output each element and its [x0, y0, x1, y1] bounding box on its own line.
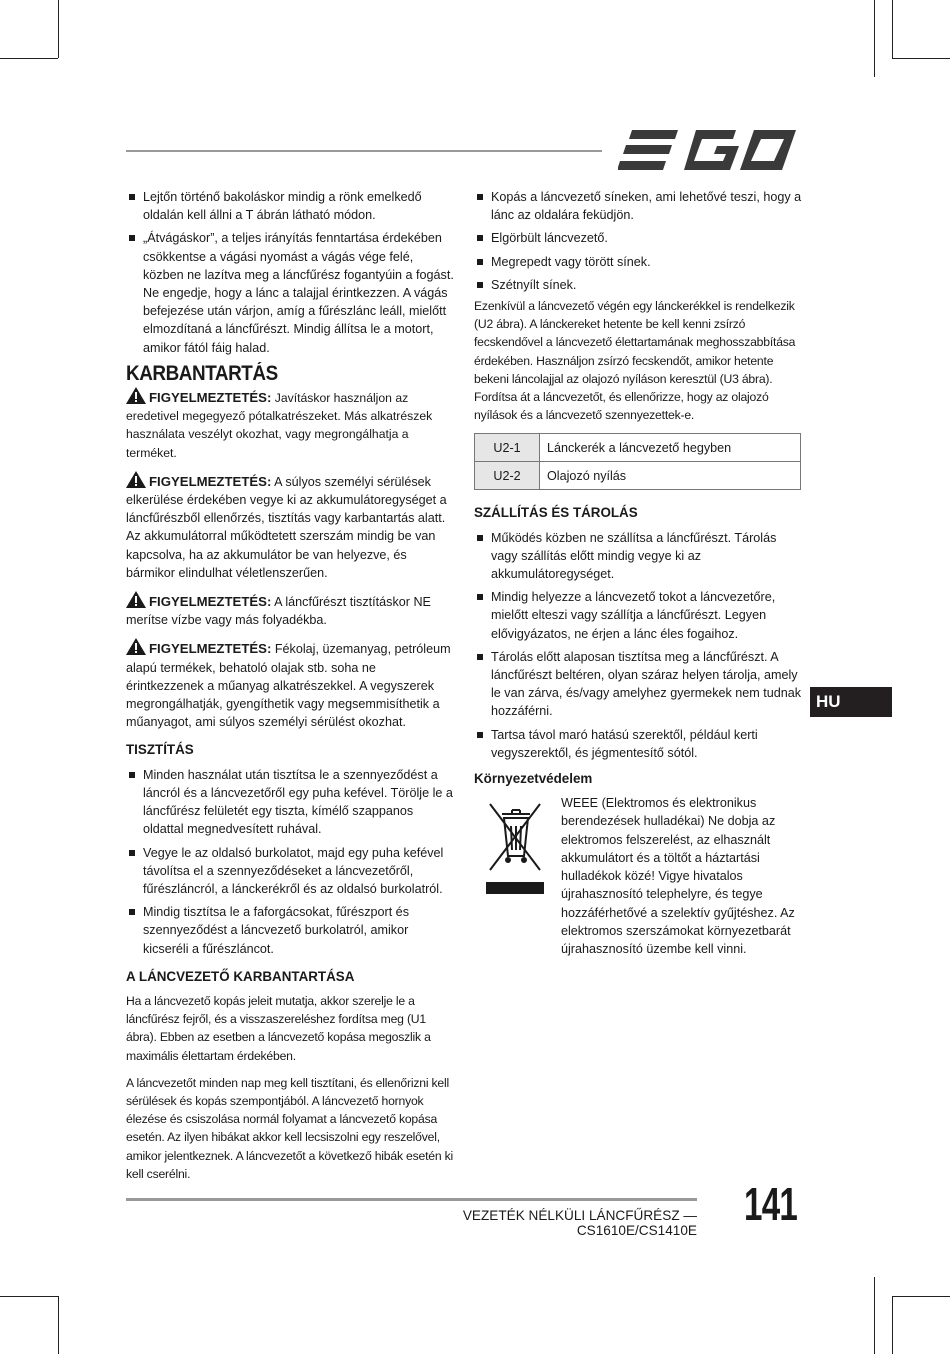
warning-text: A súlyos személyi sérülések elkerülése érdekében vegye ki az akkumulátoregységet a láncfűrészből ellenőrzés, tisztítás vagy karbantartás alatt. Az akkumulátorral működtetett szerszám mindig be van kapcsolva, ha az akkumulátor be van helyezve, és bármikor elindulhat véletlenszerűen.	[126, 474, 447, 580]
warning-label: FIGYELMEZTETÉS:	[149, 473, 272, 489]
list-item: Elgörbült láncvezető.	[474, 229, 802, 247]
part-label: Lánckerék a láncvezető hegyben	[540, 434, 801, 462]
warning-paragraph	[126, 638, 456, 731]
warning-paragraph	[126, 387, 456, 462]
warning-triangle-icon	[126, 387, 146, 404]
parts-table	[474, 433, 801, 490]
sprocket-paragraph: Ezenkívül a láncvezető végén egy lánckerékkel is rendelkezik (U2 ábra). A lánckereket hetente be kell kenni zsírzó fecskendővel a láncvezető élettartamának meghosszabbítása érdekében. Használjon zsírzó fecskendőt, amikor hetente bekeni láncolajjal az olajozó nyíláson keresztül (U3 ábra). Fordítsa át a láncvezetőt, és ellenőrizze, hogy az olajozó nyílások és a láncvezető szennyezettek-e.	[474, 299, 796, 423]
body-paragraph: A láncvezetőt minden nap meg kell tisztítani, és ellenőrizni kell sérülések és kopás szempontjából. A láncvezető hornyok élezése és csiszolása normál folyamat a láncvezető kopása esetén. Az ilyen hibákat akkor kell lecsiszolni egy reszelővel, amikor jelentkeznek. A láncvezetőt a következő hibák esetén ki kell cserélni.	[126, 1075, 454, 1181]
left-column	[126, 188, 456, 1192]
crop-mark	[0, 58, 58, 59]
body-paragraph: Ha a láncvezető kopás jeleit mutatja, akkor szerelje le a láncfűrész fejről, és a visszaszereléshez fordítsa meg (U1 ábra). Ebben az esetben a láncvezető kopása megoszlik a maximális élettartam érdekében.	[126, 993, 431, 1063]
warning-text: A láncfűrészt tisztításkor NE merítse vízbe vagy más folyadékba.	[126, 595, 431, 628]
crop-mark	[58, 0, 59, 58]
right-column	[474, 188, 802, 967]
list-item: Mindig tisztítsa le a faforgácsokat, fűrészport és szennyeződést a láncvezető burkolatról, amikor kicseréli a fűrészláncot.	[126, 903, 456, 958]
list-item: Működés közben ne szállítsa a láncfűrészt. Tárolás vagy szállítás előtt mindig vegye ki az akkumulátoregységet.	[474, 529, 802, 584]
transport-bullet-list	[474, 529, 802, 762]
table-row	[475, 462, 801, 490]
warning-paragraph	[126, 591, 456, 629]
list-item: Mindig helyezze a láncvezető tokot a láncvezetőre, mielőtt elteszi vagy szállítja a láncfűrészt. Legyen elővigyázatos, ne érjen a lánc éles fogaihoz.	[474, 588, 802, 643]
list-item: Vegye le az oldalsó burkolatot, majd egy puha kefével távolítsa el a szennyeződéseket a láncvezetőről, fűrészláncról, a lánckerékről és az oldalsó burkolatról.	[126, 844, 456, 899]
environment-heading: Környezetvédelem	[474, 771, 593, 787]
table-row	[475, 434, 801, 462]
list-item: Lejtőn történő bakoláskor mindig a rönk emelkedő oldalán kell állni a T ábrán látható módon.	[126, 188, 456, 224]
crossed-out-wheelie-bin-icon	[486, 798, 544, 894]
crop-mark	[892, 1296, 893, 1354]
wear-bullet-list	[474, 188, 802, 294]
part-code: U2-2	[475, 462, 540, 490]
transport-heading: SZÁLLÍTÁS ÉS TÁROLÁS	[474, 505, 638, 521]
header-rule	[126, 150, 602, 152]
list-item: „Átvágáskor”, a teljes irányítás fenntartása érdekében csökkentse a vágási nyomást a vágás vége felé, közben ne lazítva meg a láncfűrész fogantyúin a fogást. Ne engedje, hogy a lánc a talajjal érintkezzen. A vágás befejezése után várjon, amíg a fűrészlánc leáll, mielőtt elmozdítaná a láncfűrészt. Mindig állítsa le a motort, amikor fától fáig halad.	[126, 229, 456, 356]
warning-triangle-icon	[126, 591, 146, 608]
cleaning-heading: TISZTÍTÁS	[126, 742, 194, 758]
part-label: Olajozó nyílás	[540, 462, 801, 490]
felling-bullet-list	[126, 188, 456, 357]
language-tab: HU	[810, 687, 892, 717]
guide-maintenance-heading: A LÁNCVEZETŐ KARBANTARTÁSA	[126, 968, 355, 984]
warning-paragraph	[126, 471, 456, 582]
warning-label: FIGYELMEZTETÉS:	[149, 594, 272, 610]
crop-mark	[874, 0, 875, 77]
list-item: Minden használat után tisztítsa le a szennyeződést a láncról és a láncvezetőről egy puha kefével. Törölje le a láncfűrész felületét egy tiszta, kímélő szappanos oldattal megnedvesített ruhával.	[126, 766, 456, 839]
warning-text: Javításkor használjon az eredetivel megegyező pótalkatrészeket. Más alkatrészek használata veszélyt okozhat, vagy megrongálhatja a terméket.	[126, 391, 433, 460]
section-heading: KARBANTARTÁS	[126, 361, 278, 385]
page-number: 141	[744, 1178, 798, 1230]
crop-mark	[892, 0, 893, 58]
ego-logo	[618, 128, 800, 172]
crop-mark	[58, 1296, 59, 1354]
footer-rule	[126, 1198, 697, 1201]
list-item: Tartsa távol maró hatású szerektől, például kerti vegyszerektől, és jégmentesítő sótól.	[474, 726, 802, 762]
cleaning-bullet-list	[126, 766, 456, 958]
warning-triangle-icon	[126, 471, 146, 488]
part-code: U2-1	[475, 434, 540, 462]
weee-block	[474, 794, 802, 958]
warning-label: FIGYELMEZTETÉS:	[149, 641, 272, 657]
crop-mark	[892, 58, 950, 59]
list-item: Megrepedt vagy törött sínek.	[474, 253, 802, 271]
warning-text: Fékolaj, üzemanyag, petróleum alapú termékek, behatoló olajak stb. soha ne érintkezzenek a műanyag alkatrészekkel. A vegyszerek megrongálhatják, gyengíthetik vagy megsemmisíthetik a műanyagot, ami súlyos személyi sérülést okozhat.	[126, 642, 451, 730]
warning-triangle-icon	[126, 638, 146, 655]
list-item: Kopás a láncvezető síneken, ami lehetővé teszi, hogy a lánc az oldalára feküdjön.	[474, 188, 802, 224]
list-item: Tárolás előtt alaposan tisztítsa meg a láncfűrészt. A láncfűrészt beltéren, olyan száraz helyen tárolja, amely le van zárva, és/vagy amelyhez gyermekek nem tudnak hozzáférni.	[474, 648, 802, 721]
weee-text: WEEE (Elektromos és elektronikus berendezések hulladékai) Ne dobja az elektromos felszerelést, az elhasznált akkumulátort és a töltőt a háztartási hulladékok közé! Vigye hivatalos újrahasznosító telephelyre, és tegye hozzáférhetővé a szelektív gyűjtéshez. Az elektromos szerszámokat környezetbarát újrahasznosító üzembe kell vinni.	[561, 796, 795, 956]
list-item: Szétnyílt sínek.	[474, 276, 802, 294]
warning-label: FIGYELMEZTETÉS:	[149, 390, 272, 406]
crop-mark	[892, 1296, 950, 1297]
crop-mark	[874, 1277, 875, 1354]
crop-mark	[0, 1296, 58, 1297]
footer-title: VEZETÉK NÉLKÜLI LÁNCFŰRÉSZ — CS1610E/CS1410E	[462, 1208, 697, 1238]
